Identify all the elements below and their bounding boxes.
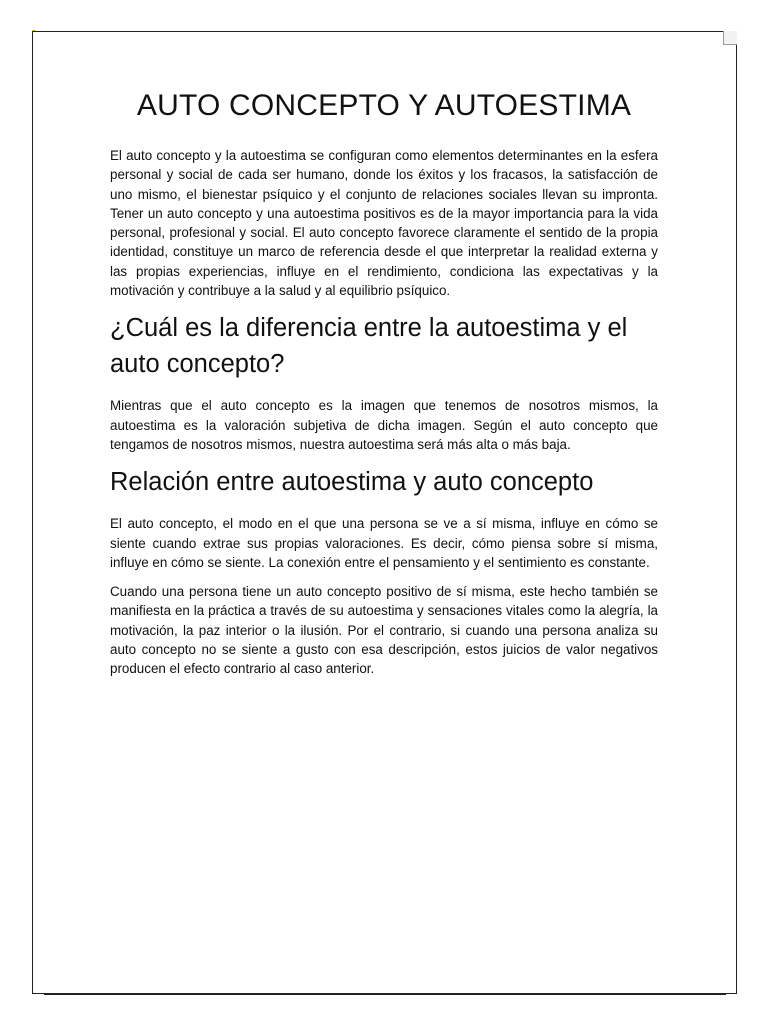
relation-paragraph-2: Cuando una persona tiene un auto concepto positivo de sí misma, este hecho también se manifiesta en la práctica a través de su autoestima y sensaciones vitales como la alegría, la motivación, la paz interior o la ilusión. Por el contrario, si cuando una persona analiza su auto concepto no se siente a gusto con esa descripción, estos juicios de valor negativos producen el efecto contrario al caso anterior.: [110, 584, 658, 677]
document-content: [110, 88, 658, 689]
page-bottom-border: [44, 994, 726, 995]
difference-paragraph: Mientras que el auto concepto es la imagen que tenemos de nosotros mismos, la autoestima es la valoración subjetiva de dicha imagen. Según el auto concepto que tengamos de nosotros mismos, nuestra autoestima será más alta o más baja.: [110, 398, 658, 452]
page-fold-corner: [723, 31, 737, 45]
relation-heading: Relación entre autoestima y auto concepto: [110, 468, 594, 497]
document-title: AUTO CONCEPTO Y AUTOESTIMA: [136, 89, 632, 122]
intro-paragraph: El auto concepto y la autoestima se configuran como elementos determinantes en la esfera personal y social de cada ser humano, donde los éxitos y los fracasos, la satisfacción de uno mismo, el bienestar psíquico y el conjunto de relaciones sociales llevan su impronta. Tener un auto concepto y una autoestima positivos es de la mayor importancia para la vida personal, profesional y social. El auto concepto favorece claramente el sentido de la propia identidad, constituye un marco de referencia desde el que interpretar la realidad externa y las propias experiencias, influye en el rendimiento, condiciona las expectativas y la motivación y contribuye a la salud y al equilibrio psíquico.: [110, 148, 658, 299]
difference-heading: ¿Cuál es la diferencia entre la autoestima y el auto concepto?: [110, 314, 628, 379]
relation-paragraph-1: El auto concepto, el modo en el que una persona se ve a sí misma, influye en cómo se siente cuando extrae sus propias valoraciones. Es decir, cómo piensa sobre sí misma, influye en cómo se siente. La conexión entre el pensamiento y el sentimiento es constante.: [110, 516, 658, 570]
